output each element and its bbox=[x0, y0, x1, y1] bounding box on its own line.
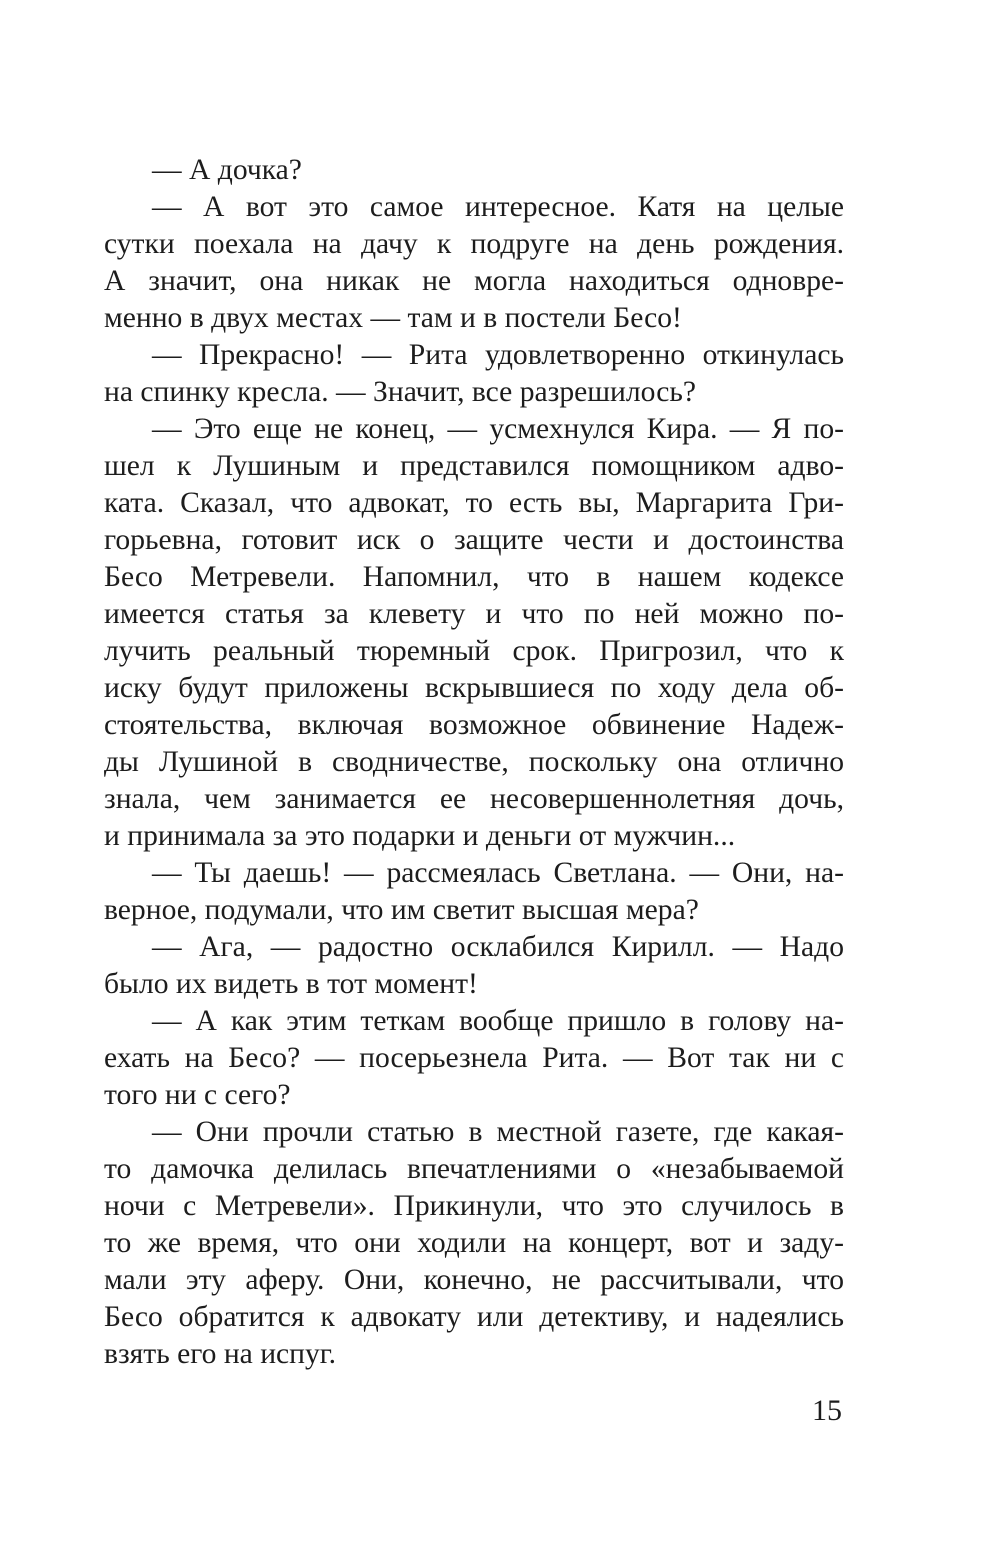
text-line: того ни с сего? bbox=[104, 1079, 291, 1111]
text-line: ды Лушиной в сводничестве, поскольку она отлично bbox=[104, 746, 844, 778]
page-text bbox=[104, 152, 844, 1373]
text-line: верное, подумали, что им светит высшая мера? bbox=[104, 894, 699, 926]
text-line: иску будут приложены вскрывшиеся по ходу дела об- bbox=[104, 672, 844, 704]
text-line: — Ага, — радостно осклабился Кирилл. — Надо bbox=[152, 931, 844, 963]
text-line: на спинку кресла. — Значит, все разрешилось? bbox=[104, 376, 696, 408]
text-line: Бесо обратится к адвокату или детективу, и надеялись bbox=[104, 1301, 844, 1333]
text-line: горьевна, готовит иск о защите чести и достоинства bbox=[104, 524, 844, 556]
text-line: ката. Сказал, что адвокат, то есть вы, Маргарита Гри- bbox=[104, 487, 844, 519]
text-line: знала, чем занимается ее несовершеннолетняя дочь, bbox=[104, 783, 844, 815]
text-line: имеется статья за клевету и что по ней можно по- bbox=[104, 598, 844, 630]
text-line: лучить реальный тюремный срок. Пригрозил, что к bbox=[104, 635, 844, 667]
text-line: ехать на Бесо? — посерьезнела Рита. — Вот так ни с bbox=[104, 1042, 844, 1074]
text-line: шел к Лушиным и представился помощником адво- bbox=[104, 450, 844, 482]
text-line: — А вот это самое интересное. Катя на целые bbox=[152, 191, 844, 223]
text-line: менно в двух местах — там и в постели Бесо! bbox=[104, 302, 682, 334]
text-line: — А как этим теткам вообще пришло в голову на- bbox=[152, 1005, 844, 1037]
text-line: — А дочка? bbox=[152, 154, 302, 186]
text-line: мали эту аферу. Они, конечно, не рассчитывали, что bbox=[104, 1264, 844, 1296]
text-line: — Прекрасно! — Рита удовлетворенно откинулась bbox=[152, 339, 844, 371]
text-line: и принимала за это подарки и деньги от мужчин... bbox=[104, 820, 736, 852]
text-line: было их видеть в тот момент! bbox=[104, 968, 478, 1000]
text-line: сутки поехала на дачу к подруге на день рождения. bbox=[104, 228, 844, 260]
text-line: взять его на испуг. bbox=[104, 1338, 337, 1370]
text-line: — Ты даешь! — рассмеялась Светлана. — Они, на- bbox=[152, 857, 844, 889]
page-number: 15 bbox=[812, 1394, 842, 1427]
text-line: то дамочка делилась впечатлениями о «незабываемой bbox=[104, 1153, 844, 1185]
text-line: — Они прочли статью в местной газете, где какая- bbox=[152, 1116, 844, 1148]
text-line: стоятельства, включая возможное обвинение Надеж- bbox=[104, 709, 844, 741]
text-line: то же время, что они ходили на концерт, вот и заду- bbox=[104, 1227, 844, 1259]
text-line: ночи с Метревели». Прикинули, что это случилось в bbox=[104, 1190, 844, 1222]
text-line: А значит, она никак не могла находиться одновре- bbox=[104, 265, 844, 297]
text-line: — Это еще не конец, — усмехнулся Кира. — Я по- bbox=[152, 413, 844, 445]
text-line: Бесо Метревели. Напомнил, что в нашем кодексе bbox=[104, 561, 844, 593]
